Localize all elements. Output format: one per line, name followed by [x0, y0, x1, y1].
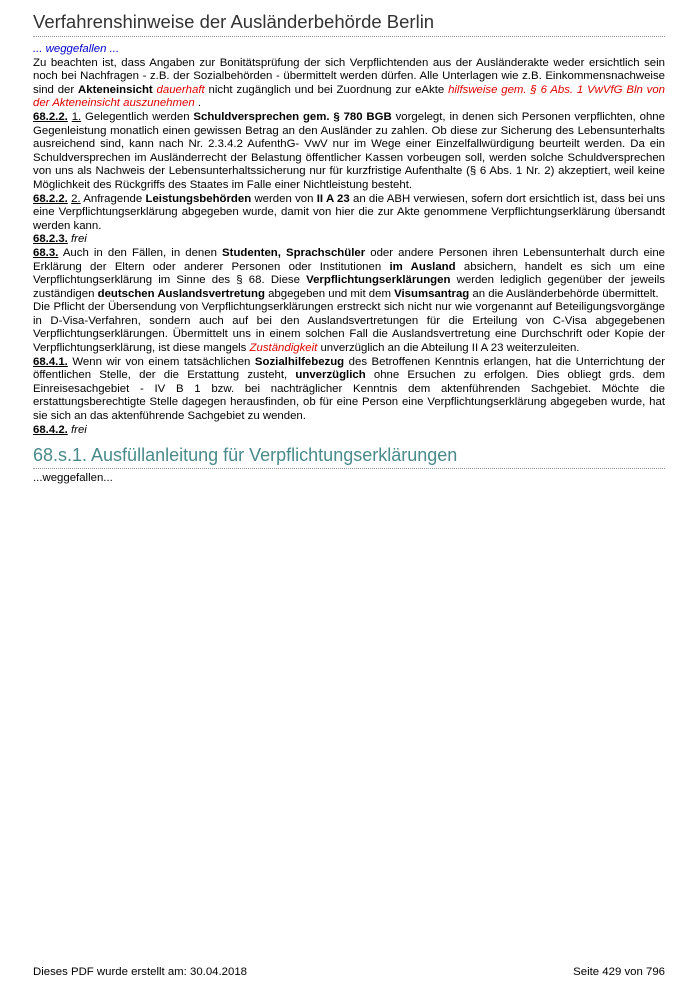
bold-term: im Ausland — [389, 260, 456, 273]
bold-term: unverzüglich — [295, 369, 366, 382]
paragraph-bonitaet — [33, 57, 665, 111]
bold-term: Sozialhilfebezug — [254, 355, 345, 368]
paragraph-removed-note — [33, 43, 665, 57]
section-number: 68.2.2. — [33, 110, 68, 123]
text-segment: Anfragende — [80, 192, 146, 205]
footer-page-number: Seite 429 von 796 — [573, 966, 665, 978]
section-number: 68.2.2. — [33, 192, 68, 205]
bold-term: Verpflichtungserklärungen — [306, 274, 451, 287]
page-title: Verfahrenshinweise der Ausländerbehörde Berlin — [33, 11, 435, 32]
paragraph-c-visa — [33, 301, 665, 355]
italic-text: frei — [71, 423, 87, 436]
text-segment: Zu beachten ist, dass Angaben zur Bonitätsprüfung der sich Verpflichtenden aus der Ausländerakte weder ersichtlich sein noch bei Nachfragen - z.B. der Sozialbehörden - übermittelt werden dürfen. Alle Unterlagen wie z.B. Einkommensnachweise sind der — [33, 56, 665, 96]
removed-note-text: ... weggefallen ... — [33, 43, 120, 55]
italic-text: frei — [71, 233, 87, 246]
paragraph-68-2-2-2 — [33, 193, 665, 234]
text-segment: werden lediglich gegenüber der jeweils zuständigen — [33, 274, 665, 300]
document-body — [33, 43, 665, 486]
text-segment: werden von — [251, 192, 317, 205]
paragraph-68-3 — [33, 247, 665, 301]
text-segment: Die Pflicht der Übersendung von Verpflichtungserklärungen erstreckt sich nicht nur wie vorgenannt auf Beteiligungsvorgänge in D-Visa-Verfahren, sondern auch auf bei den Auslandsvertretungen für die Erteilung von C-Visa abgegebenen Verpflichtungserklärungen. Übermittelt uns in einem solchen Fall die Auslandsvertretung eine Durchschrift oder Kopie der Verpflichtungserklärung, ist diese mangels — [33, 301, 665, 355]
section-number: 68.3. — [33, 246, 59, 259]
bold-term: Akteneinsicht — [78, 83, 153, 96]
red-italic-term: hilfsweise gem. § 6 Abs. 1 VwVfG Bln von der Akteneinsicht auszunehmen — [33, 83, 665, 110]
header-divider — [33, 36, 665, 37]
text-segment: des Betroffenen Kenntnis erlangen, hat die Unterrichtung der öffentlichen Stelle, der die Erstattung zusteht, — [33, 355, 665, 382]
bold-term: Leistungsbehörden — [145, 192, 252, 205]
subsection-number: 2. — [71, 192, 81, 205]
text-segment: nicht zugänglich und bei Zuordnung zur eAkte — [204, 83, 449, 96]
bold-term: Schuldversprechen gem. § 780 BGB — [193, 110, 392, 123]
text-segment: Gelegentlich werden — [81, 110, 194, 123]
paragraph-68-2-2-1 — [33, 111, 665, 193]
section-number: 68.2.3. — [33, 233, 68, 246]
text-segment: oder andere Personen ihren Lebensunterhalt durch eine Erklärung der Eltern oder anderer Personen oder Institutionen — [33, 246, 665, 273]
bold-term: Studenten, Sprachschüler — [222, 246, 366, 259]
bold-term: deutschen Auslandsvertretung — [97, 287, 265, 300]
bold-term: Visumsantrag — [394, 287, 470, 300]
red-italic-term: Zuständigkeit — [249, 342, 318, 355]
text-segment: abgegeben und mit dem — [264, 287, 395, 300]
paragraph-68-2-3 — [33, 233, 665, 247]
text-segment: an die ABH verwiesen, sofern dort ersichtlich ist, dass bei uns eine Verpflichtungserklärung abgegeben wurde, damit von hier die zur Akte genommene Verpflichtungserklärung übersandt werden kann. — [33, 192, 666, 232]
red-italic-term: dauerhaft — [156, 83, 205, 96]
text-segment: ohne Ersuchen zu erfolgen. Dies obliegt grds. dem Einreisesachgebiet - IV B 1 bzw. bei nachträglicher Kenntnis dem aktenführenden Sachgebiet. Möchte die erstattungsberechtigte Stelle dagegen herausfinden, ob für eine Person eine Verpflichtungserklärung abgegeben wurde, hat sie sich an das aktenführende Sachgebiet zu wenden. — [33, 369, 665, 423]
text-segment: absichern, handelt es sich um eine Verpflichtungserklärung im Sinne des § 68. Diese — [33, 260, 666, 287]
section-number: 68.4.2. — [33, 423, 68, 436]
bold-term: II A 23 — [316, 192, 350, 205]
subsection-number: 1. — [71, 110, 82, 123]
paragraph-68-4-2 — [33, 424, 665, 438]
text-segment: unverzüglich an die Abteilung II A 23 weiterzuleiten. — [317, 342, 580, 355]
text-segment: Auch in den Fällen, in denen — [58, 246, 223, 259]
text-segment: Wenn wir von einem tatsächlichen — [67, 355, 255, 368]
section-body: ...weggefallen... — [33, 472, 113, 485]
paragraph-68-4-1 — [33, 356, 665, 424]
footer-created-date: Dieses PDF wurde erstellt am: 30.04.2018 — [33, 966, 247, 978]
text-segment: vorgelegt, in denen sich Personen verpflichten, ohne Gegenleistung monatlich einen gewissen Betrag an den Ausländer zu zahlen. Ob diese zur Sicherung des Lebensunterhalts ausreichend sind, kann nach Nr. 2.3.4.2 AufenthG- VwV nur im Wege einer Einzelfallwürdigung beurteilt werden. Da ein Schuldversprechen im Ausländerrecht der Belastung öffentlicher Kassen vorbeugen soll, werden solche Schuldversprechen von uns als Nachweis der Lebensunterhaltssicherung nur für kurzfristige Aufenthalte (§ 6 Abs. 1 Nr. 2) akzeptiert, weil keine Möglichkeit des Rückgriffs des Staates im Falle einer Nichtleistung besteht. — [33, 110, 665, 191]
text-segment: . — [194, 97, 202, 110]
section-divider — [33, 468, 665, 469]
page-header — [33, 10, 665, 37]
text-segment: an die Ausländerbehörde übermittelt. — [469, 287, 659, 300]
section-heading: 68.s.1. Ausfüllanleitung für Verpflichtungserklärungen — [33, 445, 458, 466]
section-number: 68.4.1. — [33, 355, 68, 368]
